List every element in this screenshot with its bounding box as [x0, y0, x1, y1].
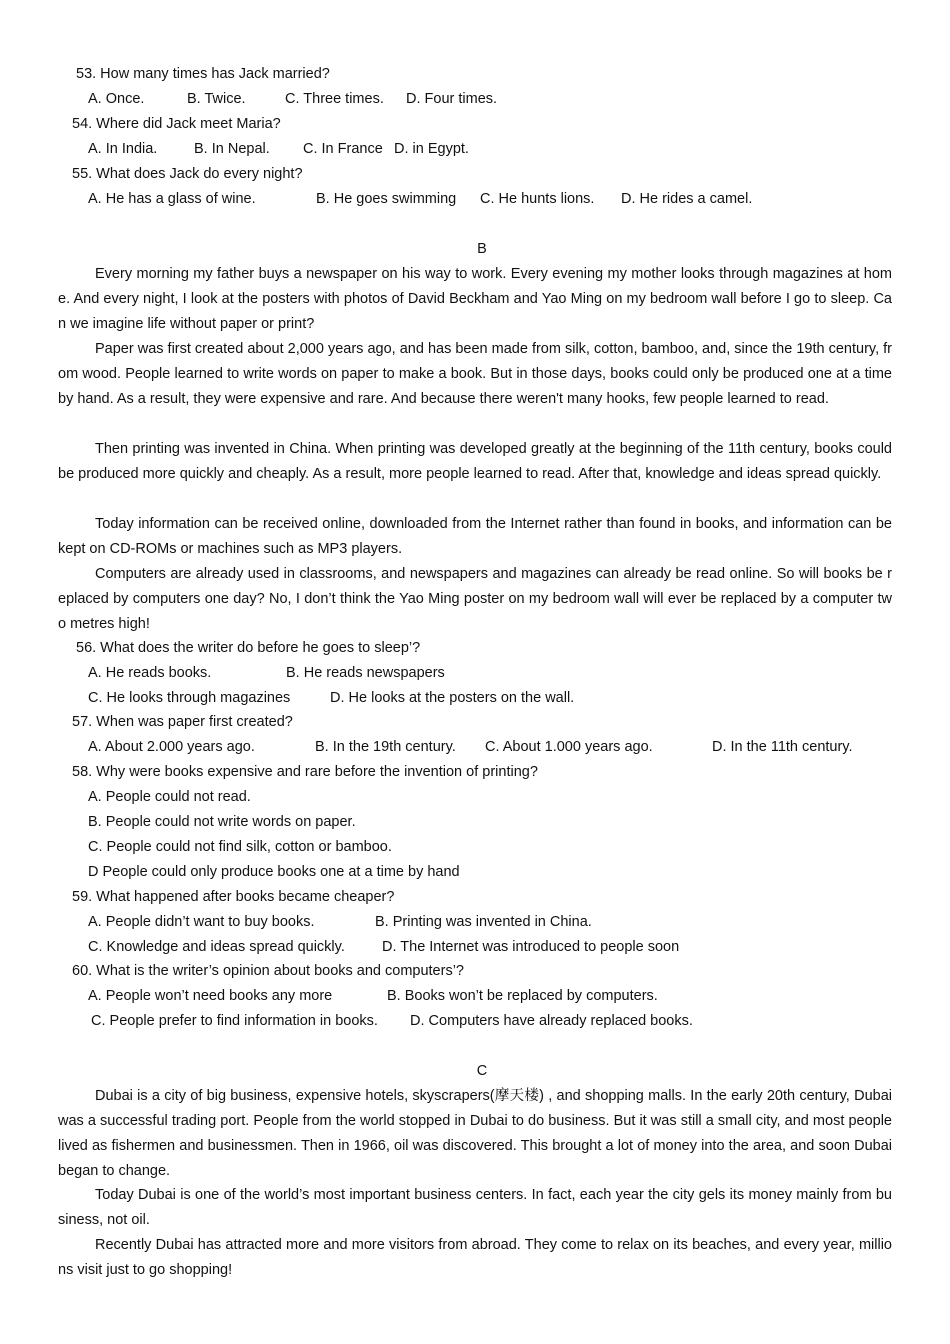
q59-option-a: A. People didn’t want to buy books. [88, 914, 315, 930]
q60-option-b: B. Books won’t be replaced by computers. [387, 988, 658, 1004]
section-c-paragraph-1: Dubai is a city of big business, expensive hotels, skyscrapers(摩天楼) , and shopping malls. In the early 20th century, Dubai was a successful trading port. People from the world stopped in Dubai to do business. But it was still a small city, and most people lived as fishermen and businessmen. Then in 1966, oil was discovered. This brought a lot of money into the area, and soon Dubai began to change. [58, 1088, 892, 1179]
q55-option-c: C. He hunts lions. [480, 191, 595, 207]
q53-option-d: D. Four times. [406, 91, 498, 107]
q53-option-b: B. Twice. [187, 91, 246, 107]
q59-option-c: C. Knowledge and ideas spread quickly. [88, 939, 345, 955]
q53-option-c: C. Three times. [285, 91, 384, 107]
q60-option-a: A. People won’t need books any more [88, 988, 333, 1004]
q55-option-b: B. He goes swimming [316, 191, 457, 207]
question-54-stem: 54. Where did Jack meet Maria? [72, 116, 281, 132]
section-c-heading: C [476, 1063, 488, 1079]
q57-option-a: A. About 2.000 years ago. [88, 739, 255, 755]
q56-option-c: C. He looks through magazines [88, 690, 291, 706]
q54-option-b: B. In Nepal. [194, 141, 270, 157]
q58-option-a: A. People could not read. [88, 789, 251, 805]
q58-option-c: C. People could not find silk, cotton or bamboo. [88, 839, 392, 855]
q58-option-b: B. People could not write words on paper. [88, 814, 356, 830]
q59-option-b: B. Printing was invented in China. [375, 914, 592, 930]
question-60-stem: 60. What is the writer’s opinion about books and computers’? [72, 963, 464, 979]
q57-option-d: D. In the 11th century. [712, 739, 853, 755]
q53-option-a: A. Once. [88, 91, 145, 107]
q60-option-d: D. Computers have already replaced books. [410, 1013, 693, 1029]
section-b-heading: B [477, 241, 487, 257]
q58-option-d: D People could only produce books one at a time by hand [88, 864, 460, 880]
question-53-stem: 53. How many times has Jack married? [76, 66, 330, 82]
section-b-paragraph-1: Every morning my father buys a newspaper on his way to work. Every evening my mother looks through magazines at home. And every night, I look at the posters with photos of David Beckham and Yao Ming on my bedroom wall before I go to sleep. Can we imagine life without paper or print? [58, 266, 892, 332]
section-c-paragraph-2: Today Dubai is one of the world’s most important business centers. In fact, each year the city gels its money mainly from business, not oil. [58, 1187, 892, 1228]
q60-option-c: C. People prefer to find information in books. [91, 1013, 378, 1029]
q56-option-a: A. He reads books. [88, 665, 212, 681]
q54-option-c: C. In France [303, 141, 383, 157]
question-56-stem: 56. What does the writer do before he goes to sleep’? [76, 640, 421, 656]
section-b-paragraph-4: Today information can be received online, downloaded from the Internet rather than found in books, and information can be kept on CD-ROMs or machines such as MP3 players. [58, 516, 892, 557]
section-b-paragraph-5: Computers are already used in classrooms, and newspapers and magazines can already be read online. So will books be replaced by computers one day? No, I don’t think the Yao Ming poster on my bedroom wall will ever be replaced by a computer two metres high! [58, 566, 892, 632]
q55-option-a: A. He has a glass of wine. [88, 191, 256, 207]
section-b-paragraph-2: Paper was first created about 2,000 years ago, and has been made from silk, cotton, bamboo, and, since the 19th century, from wood. People learned to write words on paper to make a book. But in those days, books could only be produced one at a time by hand. As a result, they were expensive and rare. And because there weren't many hooks, few people learned to read. [58, 341, 892, 407]
q57-option-c: C. About 1.000 years ago. [485, 739, 653, 755]
q55-option-d: D. He rides a camel. [621, 191, 753, 207]
q56-option-d: D. He looks at the posters on the wall. [330, 690, 575, 706]
question-57-stem: 57. When was paper first created? [72, 714, 293, 730]
question-59-stem: 59. What happened after books became cheaper? [72, 889, 395, 905]
q57-option-b: B. In the 19th century. [315, 739, 456, 755]
q54-option-d: D. in Egypt. [394, 141, 469, 157]
question-58-stem: 58. Why were books expensive and rare before the invention of printing? [72, 764, 538, 780]
section-b-paragraph-3: Then printing was invented in China. When printing was developed greatly at the beginning of the 11th century, books could be produced more quickly and cheaply. As a result, more people learned to read. After that, knowledge and ideas spread quickly. [58, 441, 892, 482]
q56-option-b: B. He reads newspapers [286, 665, 445, 681]
question-55-stem: 55. What does Jack do every night? [72, 166, 303, 182]
q54-option-a: A. In India. [88, 141, 158, 157]
q59-option-d: D. The Internet was introduced to people soon [382, 939, 680, 955]
section-c-paragraph-3: Recently Dubai has attracted more and more visitors from abroad. They come to relax on its beaches, and every year, millions visit just to go shopping! [58, 1237, 892, 1278]
